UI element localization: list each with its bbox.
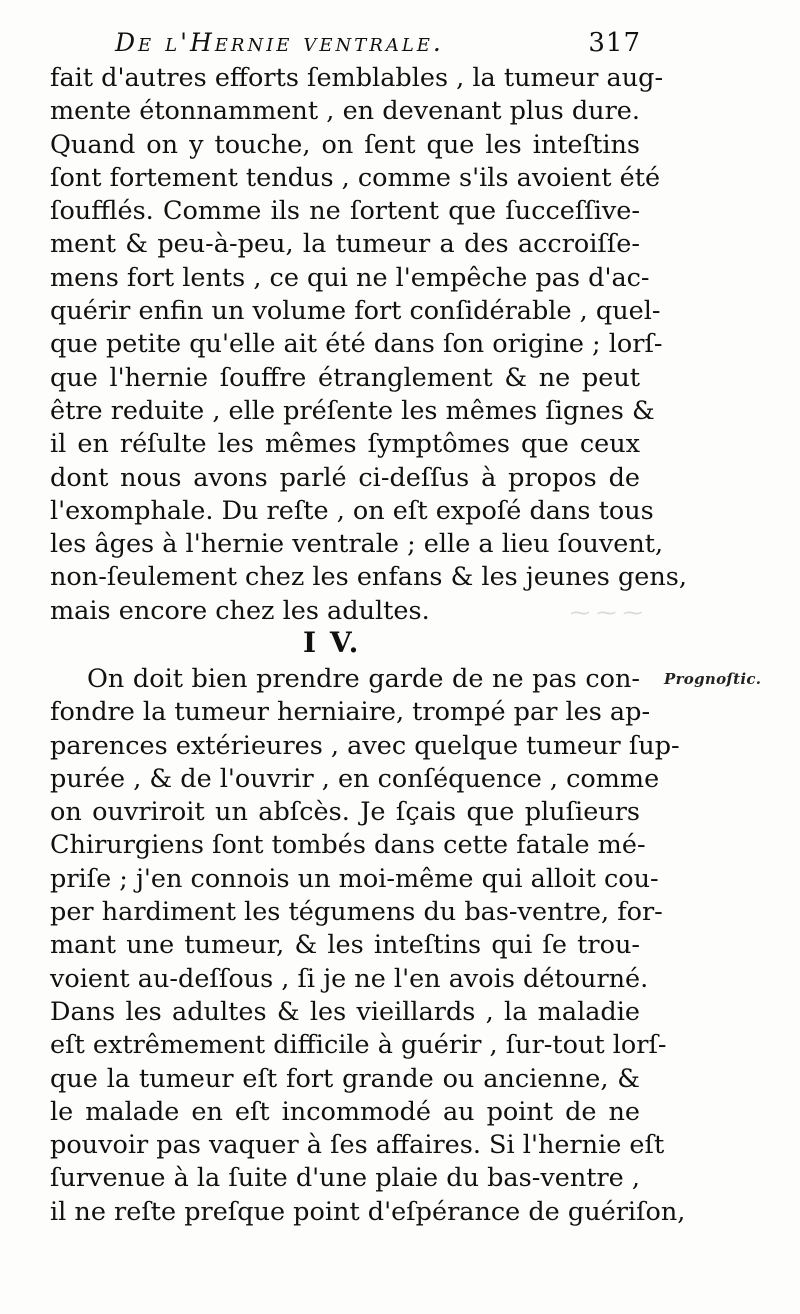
text-line: ment & peu-à-peu, la tumeur a des accroiſſe-: [50, 229, 640, 260]
paragraph-1: [50, 62, 688, 628]
text-line: dont nous avons parlé ci-deſſus à propos de: [50, 462, 640, 493]
text-line: il en réſulte les mêmes ſymptômes que ceux: [50, 429, 640, 460]
text-line: ſurvenue à la ſuite d'une plaie du bas-ventre ,: [50, 1163, 640, 1194]
text-line: pouvoir pas vaquer à ſes affaires. Si l'hernie eſt: [50, 1130, 665, 1161]
text-line: priſe ; j'en connois un moi-même qui alloit cou-: [50, 863, 659, 894]
text-line: On doit bien prendre garde de ne pas con-: [87, 664, 640, 694]
text-line: fait d'autres efforts ſemblables , la tumeur aug-: [50, 63, 664, 93]
text-line: mais encore chez les adultes.: [50, 595, 430, 626]
text-line: mens fort lents , ce qui ne l'empêche pas d'ac-: [50, 262, 650, 293]
text-line: per hardiment les tégumens du bas-ventre, for-: [50, 897, 663, 928]
text-line: mant une tumeur, & les inteſtins qui ſe trou-: [50, 930, 640, 961]
text-line: mente étonnamment , en devenant plus dure.: [50, 96, 640, 127]
text-line: il ne reſte preſque point d'eſpérance de guériſon,: [50, 1196, 686, 1227]
text-line: quérir enfin un volume fort conſidérable , quel-: [50, 296, 661, 327]
text-line: on ouvriroit un abſcès. Je ſçais que pluſieurs: [50, 797, 640, 828]
text-line: ſoufflés. Comme ils ne ſortent que ſucceſſive-: [50, 196, 640, 227]
paragraph-2: [50, 663, 686, 1229]
text-line: Chirurgiens ſont tombés dans cette fatale mé-: [50, 830, 646, 861]
text-line: parences extérieures , avec quelque tumeur ſup-: [50, 730, 680, 761]
text-line: Dans les adultes & les vieillards , la maladie: [50, 996, 640, 1027]
running-title: De l'Hernie ventrale.: [115, 28, 444, 57]
text-line: ſont fortement tendus , comme s'ils avoient été: [50, 162, 661, 193]
section-heading: I V.: [303, 626, 361, 659]
page-number: 317: [588, 28, 641, 58]
text-line: voient au-deſſous , ſi je ne l'en avois détourné.: [50, 963, 649, 994]
text-line: non-ſeulement chez les enfans & les jeunes gens,: [50, 562, 688, 593]
text-line: purée , & de l'ouvrir , en conſéquence , comme: [50, 763, 660, 794]
margin-note: Prognoſtic.: [664, 670, 762, 688]
text-line: Quand on y touche, on ſent que les inteſtins: [50, 129, 640, 160]
text-line: être reduite , elle préſente les mêmes ſignes &: [50, 395, 655, 426]
bleed-through-shadow: ⁓ ⁓ ⁓: [570, 600, 643, 624]
text-line: l'exomphale. Du reſte , on eſt expoſé dans tous: [50, 495, 654, 526]
text-line: les âges à l'hernie ventrale ; elle a lieu ſouvent,: [50, 529, 664, 560]
text-line: que l'hernie ſouffre étranglement & ne peut: [50, 362, 640, 393]
text-line: fondre la tumeur herniaire, trompé par les ap-: [50, 697, 651, 728]
text-line: eſt extrêmement difficile à guérir , ſur-tout lorſ-: [50, 1030, 667, 1061]
text-line: que petite qu'elle ait été dans ſon origine ; lorſ-: [50, 329, 663, 360]
text-line: le malade en eſt incommodé au point de ne: [50, 1096, 640, 1127]
text-line: que la tumeur eſt fort grande ou ancienne, &: [50, 1063, 640, 1094]
